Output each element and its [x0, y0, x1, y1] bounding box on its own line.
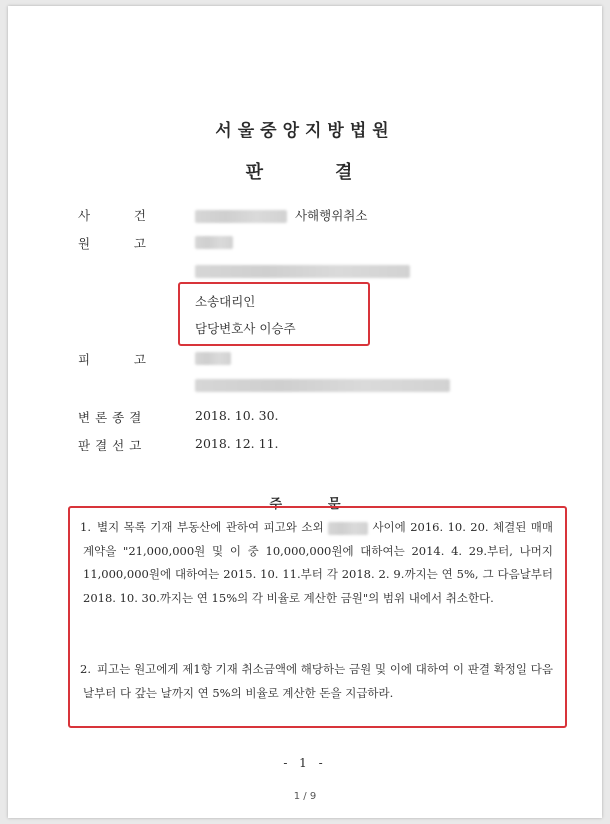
redacted-plaintiff-address [195, 265, 410, 278]
case-row [78, 206, 188, 224]
plaintiff-label-b: 고 [133, 236, 146, 251]
redacted-defendant-address [195, 379, 450, 392]
redacted-plaintiff-name [195, 236, 233, 249]
redacted-case-number [195, 210, 287, 223]
redacted-defendant-name [195, 352, 231, 365]
hearing-close-date: 2018. 10. 30. [195, 408, 279, 423]
plaintiff-label-a: 원 [78, 236, 91, 251]
order-item-1 [80, 516, 553, 610]
defendant-address-row [195, 377, 450, 392]
representative-line2: 담당변호사 이승주 [195, 321, 296, 336]
case-label-a: 사 [78, 208, 91, 223]
case-value: 사해행위취소 [294, 208, 368, 223]
document-page [8, 6, 602, 818]
plaintiff-address-row [195, 263, 410, 278]
defendant-label-a: 피 [78, 352, 91, 367]
plaintiff-row [78, 234, 188, 252]
order-item-1-lead: 별지 목록 기재 부동산에 관하여 피고와 소외 [97, 520, 324, 534]
defendant-label-b: 고 [133, 352, 146, 367]
page-footer-number: - 1 - [283, 756, 327, 770]
page-counter: 1 / 9 [293, 791, 317, 802]
representative-line1: 소송대리인 [195, 294, 256, 309]
redacted-third-party [328, 522, 368, 535]
case-label-b: 건 [133, 208, 146, 223]
document-title: 판결 [245, 162, 425, 183]
court-name: 서울중앙지방법원 [215, 121, 395, 141]
plaintiff-value-row [195, 234, 233, 249]
judgment-date-label: 판결선고 [78, 438, 147, 453]
judgment-date: 2018. 12. 11. [195, 436, 279, 451]
defendant-row [78, 350, 188, 368]
case-value-row [195, 206, 367, 224]
order-item-2 [80, 658, 553, 705]
order-item-2-number: 2. [80, 662, 91, 676]
defendant-value-row [195, 350, 231, 365]
hearing-close-label: 변론종결 [78, 410, 147, 425]
order-heading: 주문 [269, 497, 387, 512]
order-item-1-number: 1. [80, 520, 91, 534]
order-item-1-body: 사이에 2016. 10. 20. 체결된 매매계약을 "21,000,000원 및 이 중 10,000,000원에 대하여는 2014. 4. 29.부터, 나머지 11,000,000원에 대하여는 2015. 10. 11.부터 각 2018. 2. 9.까지는 연 5%, 그 다음날부터 2018. 10. 30.까지는 연 15%의 각 비율로 계산한 금원"의 범위 내에서 취소한다. [83, 520, 553, 605]
order-item-2-body: 피고는 원고에게 제1항 기재 취소금액에 해당하는 금원 및 이에 대하여 이 판결 확정일 다음날부터 다 갚는 날까지 연 5%의 비율로 계산한 돈을 지급하라. [83, 662, 553, 700]
